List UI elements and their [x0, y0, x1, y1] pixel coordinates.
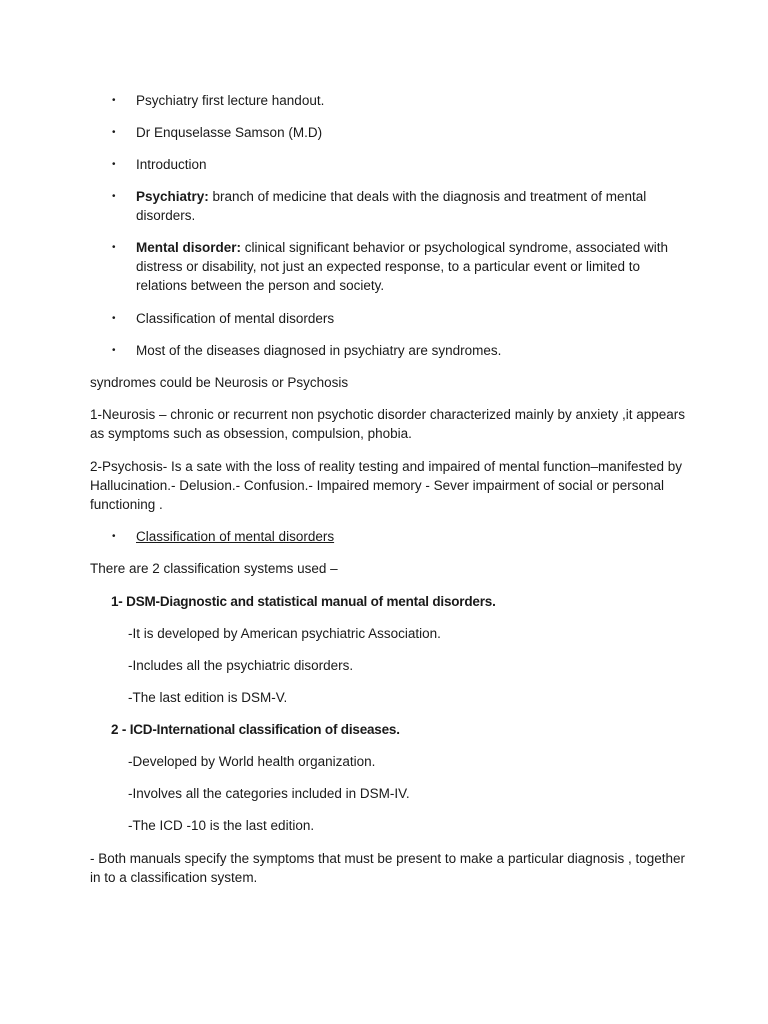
definition-mental-disorder: clinical significant behavior or psychological syndrome, associated with distress or disability, not just an expected response, to a particular event or limited to relations between the person and society.	[136, 240, 668, 293]
bullet-marker: •	[112, 127, 116, 138]
section-heading-classification: Classification of mental disorders	[136, 529, 335, 544]
bullet-text: Dr Enquselasse Samson (M.D)	[136, 125, 323, 140]
heading-icd: 2 - ICD-International classification of diseases.	[111, 722, 400, 737]
dsm-item: -The last edition is DSM-V.	[128, 690, 288, 705]
bullet-marker: •	[112, 95, 116, 106]
bullet-text: Classification of mental disorders	[136, 311, 335, 326]
icd-item: -Developed by World health organization.	[128, 754, 376, 769]
bullet-text	[136, 187, 692, 225]
icd-item: -The ICD -10 is the last edition.	[128, 818, 315, 833]
bullet-text: Introduction	[136, 157, 207, 172]
bullet-text: Psychiatry first lecture handout.	[136, 93, 325, 108]
bullet-text: Most of the diseases diagnosed in psychiatry are syndromes.	[136, 343, 502, 358]
icd-item: -Involves all the categories included in DSM-IV.	[128, 786, 410, 801]
paragraph-neurosis: 1-Neurosis – chronic or recurrent non psychotic disorder characterized mainly by anxiety ,it appears as symptoms such as obsession, compulsion, phobia.	[90, 407, 686, 441]
bullet-text	[136, 238, 692, 295]
term-psychiatry: Psychiatry:	[136, 189, 209, 204]
bullet-marker: •	[112, 159, 116, 170]
dsm-item: -Includes all the psychiatric disorders.	[128, 658, 354, 673]
bullet-item	[112, 91, 692, 110]
bullet-marker: •	[112, 345, 116, 356]
paragraph-syndromes: syndromes could be Neurosis or Psychosis	[90, 375, 349, 390]
bullet-marker: •	[112, 191, 116, 202]
bullet-marker: •	[112, 242, 116, 253]
paragraph-psychosis: 2-Psychosis- Is a sate with the loss of reality testing and impaired of mental function–manifested by Hallucination.- Delusion.- Confusion.- Impaired memory - Sever impairment of social or personal functioning .	[90, 459, 683, 512]
bullet-item	[112, 309, 692, 328]
bullet-item	[112, 155, 692, 174]
term-mental-disorder: Mental disorder:	[136, 240, 242, 255]
bullet-item	[112, 187, 692, 225]
bullet-item	[112, 123, 692, 142]
dsm-item: -It is developed by American psychiatric Association.	[128, 626, 441, 641]
heading-dsm: 1- DSM-Diagnostic and statistical manual of mental disorders.	[111, 594, 496, 609]
bullet-item	[112, 527, 692, 546]
bullet-item	[112, 341, 692, 360]
paragraph-systems: There are 2 classification systems used –	[90, 561, 338, 576]
bullet-item	[112, 238, 692, 295]
definition-psychiatry: branch of medicine that deals with the diagnosis and treatment of mental disorders.	[136, 189, 647, 223]
bullet-marker: •	[112, 313, 116, 324]
paragraph-both-manuals: - Both manuals specify the symptoms that must be present to make a particular diagnosis , together in to a classification system.	[90, 851, 686, 885]
bullet-marker: •	[112, 531, 116, 542]
